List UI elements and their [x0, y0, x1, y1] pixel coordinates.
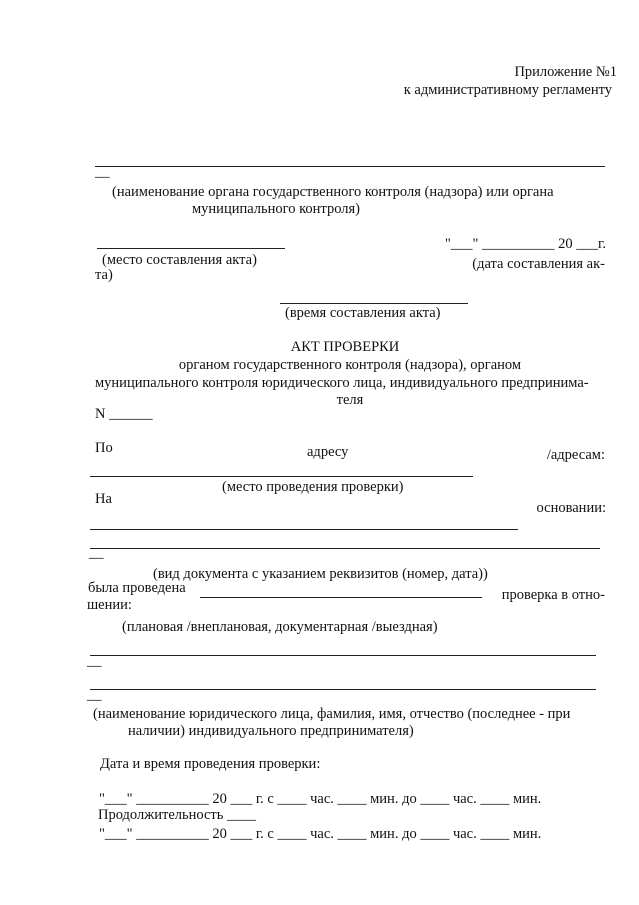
basis-dash: __: [89, 545, 104, 561]
inspection-blank: [200, 597, 482, 598]
act-subtitle-line1: органом государственного контроля (надзора), органом: [178, 357, 522, 373]
address-po: По: [95, 440, 113, 456]
basis-caption: (вид документа с указанием реквизитов (номер, дата)): [153, 566, 488, 582]
date-caption-line1: (дата составления ак-: [472, 256, 605, 272]
entity-dash1: __: [87, 653, 102, 669]
address-adresu: адресу: [307, 444, 349, 460]
address-caption: (место проведения проверки): [222, 479, 404, 495]
address-adresam: /адресам:: [546, 447, 605, 463]
inspection-type-caption: (плановая /внеплановая, документарная /выездная): [122, 619, 438, 635]
authority-caption-line1: (наименование органа государственного контроля (надзора) или органа: [112, 184, 554, 200]
act-title: АКТ ПРОВЕРКИ: [290, 339, 400, 355]
inspection-line-left: была проведена: [88, 580, 186, 596]
inspection-line-right: проверка в отно-: [501, 587, 605, 603]
date-caption-line2: та): [95, 267, 113, 283]
time-caption: (время составления акта): [285, 305, 441, 321]
basis-na: На: [95, 491, 112, 507]
entity-caption-line1: (наименование юридического лица, фамилия, имя, отчество (последнее - при: [93, 706, 571, 722]
basis-line1: [90, 529, 518, 530]
entity-line2: [90, 689, 596, 690]
authority-name-line: [95, 166, 605, 167]
entity-dash2: __: [87, 687, 102, 703]
basis-line2: [90, 548, 600, 549]
regulation-reference: к административному регламенту: [403, 82, 612, 98]
place-caption: (место составления акта): [102, 252, 257, 268]
appendix-label: Приложение №1: [514, 64, 617, 80]
date-blank: "___" __________ 20 ___г.: [444, 236, 606, 252]
duration-field: Продолжительность ____: [98, 807, 257, 823]
datetime-row2: "___" __________ 20 ___ г. с ____ час. ____ мин. до ____ час. ____ мин.: [99, 826, 542, 842]
act-subtitle-line3: теля: [336, 392, 364, 408]
address-line: [90, 476, 473, 477]
act-subtitle-line2: муниципального контроля юридического лица, индивидуального предпринима-: [95, 375, 589, 391]
entity-caption-line2: наличии) индивидуального предпринимателя): [128, 723, 414, 739]
basis-osnovanii: основании:: [536, 500, 606, 516]
entity-line1: [90, 655, 596, 656]
datetime-heading: Дата и время проведения проверки:: [100, 756, 321, 772]
datetime-row1: "___" __________ 20 ___ г. с ____ час. ____ мин. до ____ час. ____ мин.: [99, 791, 542, 807]
inspection-line2: шении:: [87, 597, 132, 613]
time-line: [280, 303, 468, 304]
authority-caption-line2: муниципального контроля): [192, 201, 360, 217]
place-line: [97, 248, 285, 249]
authority-dash: __: [95, 164, 110, 180]
act-number-field: N ______: [95, 406, 153, 422]
